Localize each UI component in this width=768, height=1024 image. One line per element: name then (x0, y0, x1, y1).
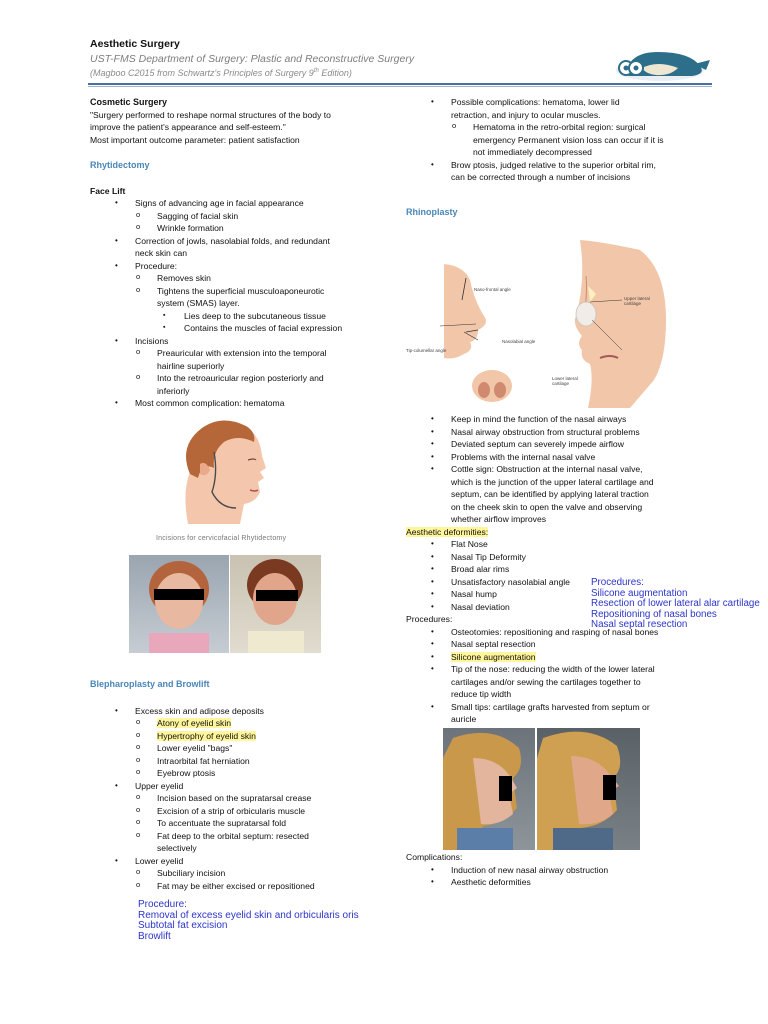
list-item: o Into the retroauricular region posteriorly and inferiorly (90, 372, 380, 397)
list-item: • Deviated septum can severely impede airflow (406, 438, 706, 451)
list-item: • Problems with the internal nasal valve (406, 451, 706, 464)
right-column (406, 96, 706, 218)
list-item: o Incision based on the supratarsal crease (90, 792, 380, 805)
list-item: o Tightens the superficial musculoaponeurotic system (SMAS) layer. (90, 285, 380, 310)
list-item: o Wrinkle formation (90, 222, 380, 235)
list-item: • Brow ptosis, judged relative to the superior orbital rim, can be corrected through a number of incisions (406, 159, 706, 184)
list-item: o Subciliary incision (90, 867, 380, 880)
list-item: • Incisions (90, 335, 380, 348)
list-item: • Upper eyelid (90, 780, 380, 793)
nasofrontal-angle-label: Naso-frontal angle (474, 287, 511, 292)
tip-columellar-angle-label: Tip-columellar angle (406, 348, 447, 353)
outcome-parameter: Most important outcome parameter: patient satisfaction (90, 134, 300, 145)
list-item: • Unsatisfactory nasolabial angle (406, 576, 706, 589)
cosmetic-surgery-heading: Cosmetic Surgery (90, 97, 168, 107)
list-item: o Lower eyelid "bags" (90, 742, 380, 755)
facelift-before-photo (129, 555, 229, 653)
eyelid-complications-list (406, 96, 706, 184)
list-item: • Flat Nose (406, 538, 706, 551)
list-item: • Aesthetic deformities (406, 876, 706, 889)
eye-censor-bar (154, 589, 204, 600)
header-rule-thin (88, 86, 712, 87)
facelift-after-photo (230, 555, 321, 653)
list-item: • Nasal airway obstruction from structural problems (406, 426, 706, 439)
list-item: • Silicone augmentation (406, 651, 706, 664)
list-item: o Hypertrophy of eyelid skin (90, 730, 380, 743)
list-item: o Sagging of facial skin (90, 210, 380, 223)
cosmetic-definition: "Surgery performed to reshape normal structures of the body to (90, 109, 331, 120)
list-item: • Lower eyelid (90, 855, 380, 868)
facelift-incision-illustration (160, 412, 280, 530)
list-item: o Hematoma in the retro-orbital region: surgical emergency Permanent vision loss can occur if it is not immediately decompressed (406, 121, 706, 159)
list-item: o Fat may be either excised or repositioned (90, 880, 380, 893)
list-item: • Broad alar rims (406, 563, 706, 576)
eye-censor-bar (256, 590, 298, 601)
eye-censor-bar (603, 775, 616, 800)
list-item: ▪ Contains the muscles of facial expression (90, 322, 380, 335)
nasal-anatomy-figure (404, 240, 676, 408)
rhinoplasty-procedure-note: Procedures: Silicone augmentation Resection of lower lateral alar cartilage Repositioning of nasal bones Nasal septal resection (591, 577, 760, 630)
lower-lateral-cartilage-label: Lower lateral cartilage (552, 376, 578, 386)
blepharoplasty-section (90, 678, 380, 892)
list-item: • Induction of new nasal airway obstruction (406, 864, 706, 877)
left-column (90, 96, 380, 410)
list-item: ▪ Lies deep to the subcutaneous tissue (90, 310, 380, 323)
document-reference: (Magboo C2015 from Schwartz's Principles of Surgery 9th Edition) (90, 68, 352, 78)
list-item: • Osteotomies: repositioning and rasping of nasal bones (406, 626, 706, 639)
list-item: o Preauricular with extension into the temporal hairline superiorly (90, 347, 380, 372)
header-rule (88, 83, 712, 85)
list-item: o Atony of eyelid skin (90, 717, 380, 730)
list-item: • Tip of the nose: reducing the width of the lower lateral cartilages and/or sewing the cartilages together to reduce tip width (406, 663, 706, 701)
list-item: • Small tips: cartilage grafts harvested from septum or auricle (406, 701, 706, 726)
eye-censor-bar (499, 776, 512, 801)
list-item: • Procedure: (90, 260, 380, 273)
rhinoplasty-after-photo (537, 728, 640, 850)
snorlax-logo-icon (612, 40, 712, 82)
list-item: • Correction of jowls, nasolabial folds, and redundant neck skin can (90, 235, 380, 260)
procedures-heading: Procedures: (406, 614, 453, 624)
list-item: o Fat deep to the orbital septum: resected selectively (90, 830, 380, 855)
document-subtitle: UST-FMS Department of Surgery: Plastic and Reconstructive Surgery (90, 53, 415, 65)
list-item: • Nasal septal resection (406, 638, 706, 651)
blepharoplasty-heading: Blepharoplasty and Browlift (90, 679, 210, 689)
list-item: • Nasal deviation (406, 601, 706, 614)
aesthetic-deformities-heading: Aesthetic deformities: (406, 526, 489, 537)
face-lift-heading: Face Lift (90, 185, 126, 196)
list-item: o Eyebrow ptosis (90, 767, 380, 780)
complications-section (406, 851, 706, 889)
procedures-list (406, 626, 706, 726)
list-item: • Signs of advancing age in facial appearance (90, 197, 380, 210)
list-item: o Removes skin (90, 272, 380, 285)
document-title: Aesthetic Surgery (90, 38, 180, 50)
list-item: • Cottle sign: Obstruction at the internal nasal valve, which is the junction of the upper lateral cartilage and septum, can be identified by applying lateral traction on the cheek skin to open the valve and observing whether airflow improves (406, 463, 706, 526)
blepharoplasty-procedure-note: Procedure: Removal of excess eyelid skin and orbicularis oris Subtotal fat excision Browlift (138, 899, 359, 942)
list-item: o Excision of a strip of orbicularis muscle (90, 805, 380, 818)
figure-caption: Incisions for cervicofacial Rhytidectomy (156, 535, 287, 542)
list-item: o To accentuate the supratarsal fold (90, 817, 380, 830)
rhinoplasty-heading: Rhinoplasty (406, 206, 458, 217)
list-item: o Intraorbital fat herniation (90, 755, 380, 768)
blepharoplasty-list (90, 705, 380, 893)
list-item: • Keep in mind the function of the nasal airways (406, 413, 706, 426)
list-item: • Nasal hump (406, 588, 706, 601)
list-item: • Excess skin and adipose deposits (90, 705, 380, 718)
list-item: • Nasal Tip Deformity (406, 551, 706, 564)
list-item: • Possible complications: hematoma, lower lid retraction, and injury to ocular muscles. (406, 96, 706, 121)
complications-heading: Complications: (406, 852, 463, 862)
face-lift-list (90, 197, 380, 410)
complications-list (406, 864, 706, 889)
list-item: • Most common complication: hematoma (90, 397, 380, 410)
upper-lateral-cartilage-label: Upper lateral cartilage (624, 296, 650, 306)
nasolabial-angle-label: Nasolabial angle (502, 339, 536, 344)
nasal-airway-list (406, 413, 706, 526)
rhytidectomy-heading: Rhytidectomy (90, 160, 150, 170)
rhinoplasty-section (406, 413, 706, 726)
rhinoplasty-before-photo (443, 728, 535, 850)
cosmetic-definition: improve the patient's appearance and self-esteem." (90, 122, 286, 132)
